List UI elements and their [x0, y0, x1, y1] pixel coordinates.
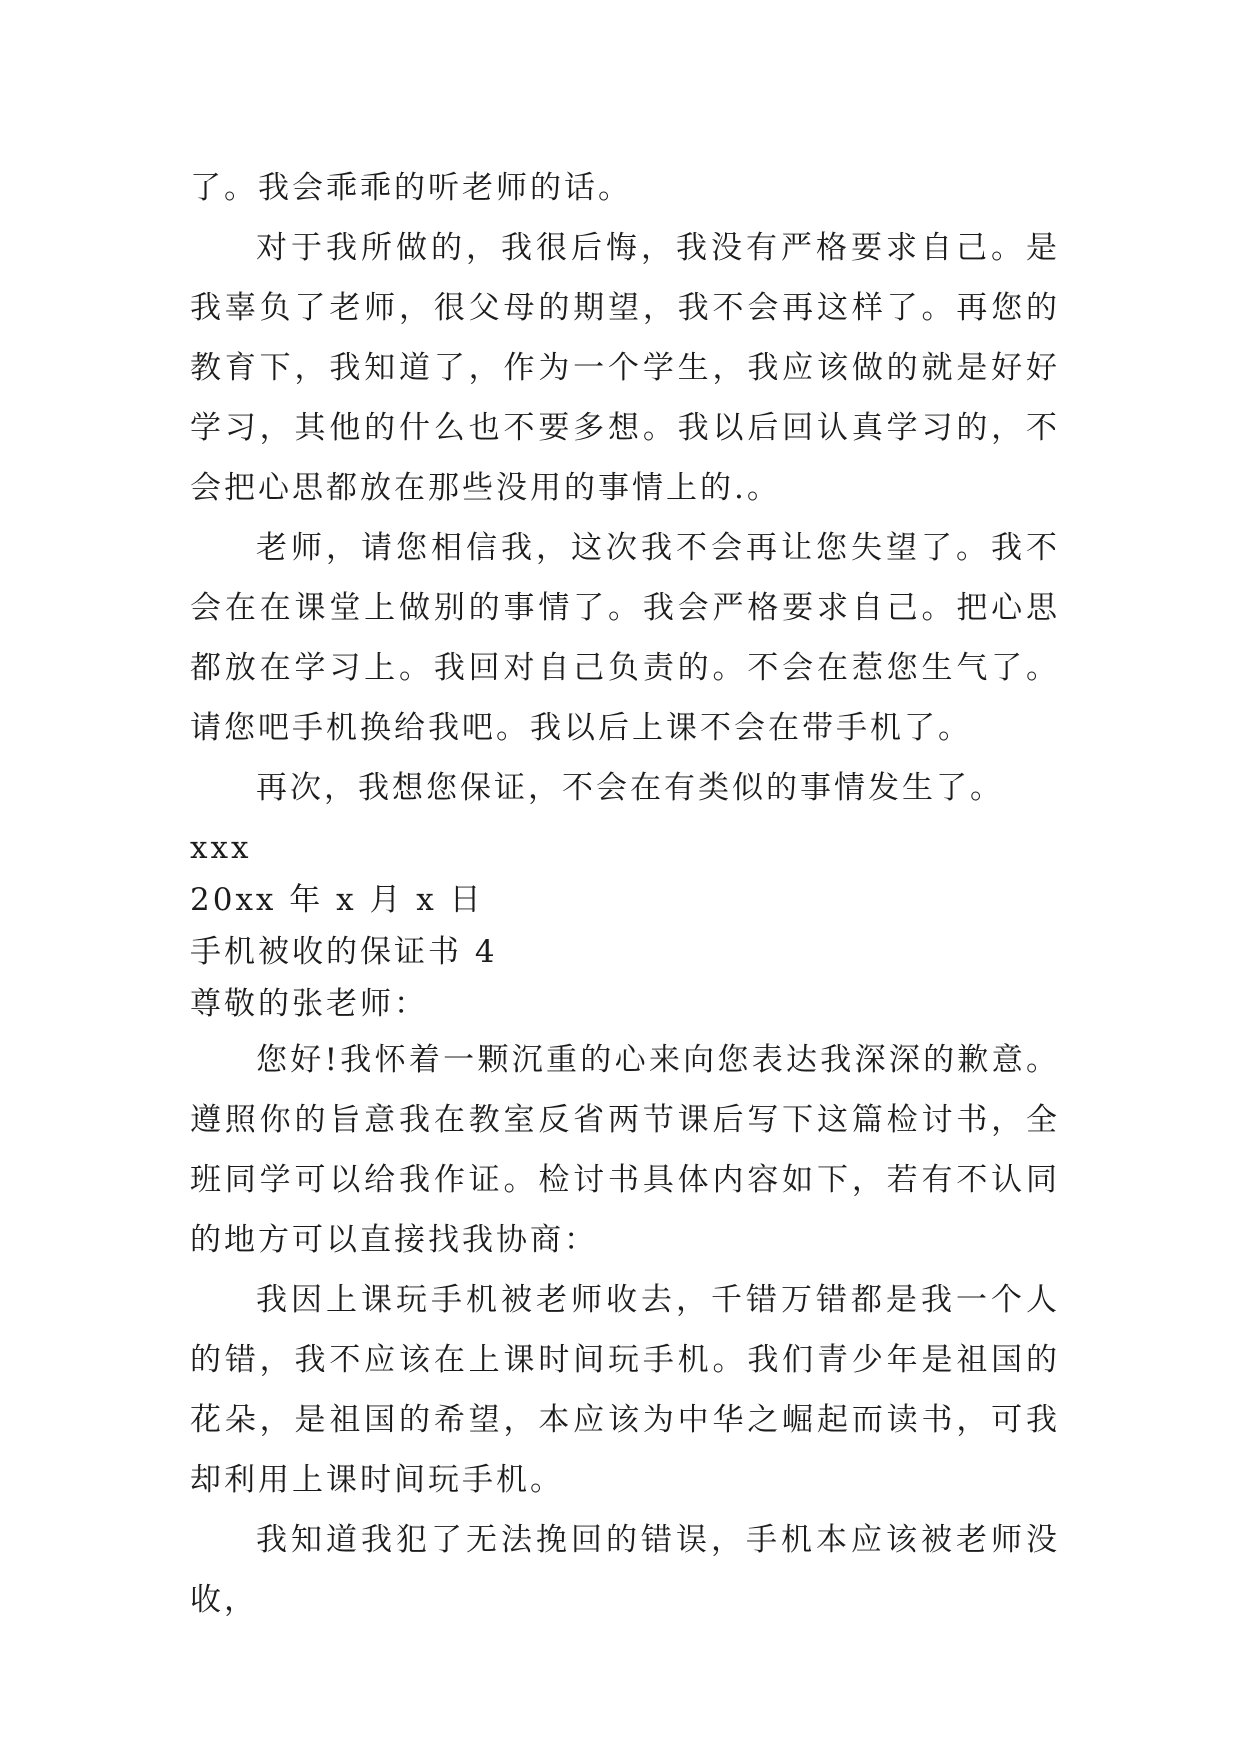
paragraph-guarantee: 再次，我想您保证，不会在有类似的事情发生了。 — [256, 770, 1004, 806]
paragraph-continuation: 了。我会乖乖的听老师的话。 — [190, 170, 632, 206]
paragraph-promise: 老师，请您相信我，这次我不会再让您失望了。我不会在在课堂上做别的事情了。我会严格要求自己。把心思都放在学习上。我回对自己负责的。不会在惹您生气了。请您吧手机换给我吧。我以后上课不会在带手机了。 — [190, 530, 1060, 746]
salutation: 尊敬的张老师： — [190, 986, 428, 1022]
signature: xxx — [190, 830, 252, 866]
paragraph-apology: 您好!我怀着一颗沉重的心来向您表达我深深的歉意。遵照你的旨意我在教室反省两节课后写下这篇检讨书，全班同学可以给我作证。检讨书具体内容如下，若有不认同的地方可以直接找我协商： — [190, 1042, 1060, 1258]
paragraph-mistake: 我知道我犯了无法挽回的错误，手机本应该被老师没收， — [190, 1522, 1060, 1618]
paragraph-confession: 我因上课玩手机被老师收去，千错万错都是我一个人的错，我不应该在上课时间玩手机。我们青少年是祖国的花朵，是祖国的希望，本应该为中华之崛起而读书，可我却利用上课时间玩手机。 — [190, 1282, 1060, 1498]
date: 20xx 年 x 月 x 日 — [190, 882, 484, 918]
section-title: 手机被收的保证书 4 — [190, 934, 498, 970]
document-body — [190, 158, 1060, 1630]
paragraph-regret: 对于我所做的，我很后悔，我没有严格要求自己。是我辜负了老师，很父母的期望，我不会再这样了。再您的教育下，我知道了，作为一个学生，我应该做的就是好好学习，其他的什么也不要多想。我以后回认真学习的，不会把心思都放在那些没用的事情上的.。 — [190, 230, 1060, 506]
